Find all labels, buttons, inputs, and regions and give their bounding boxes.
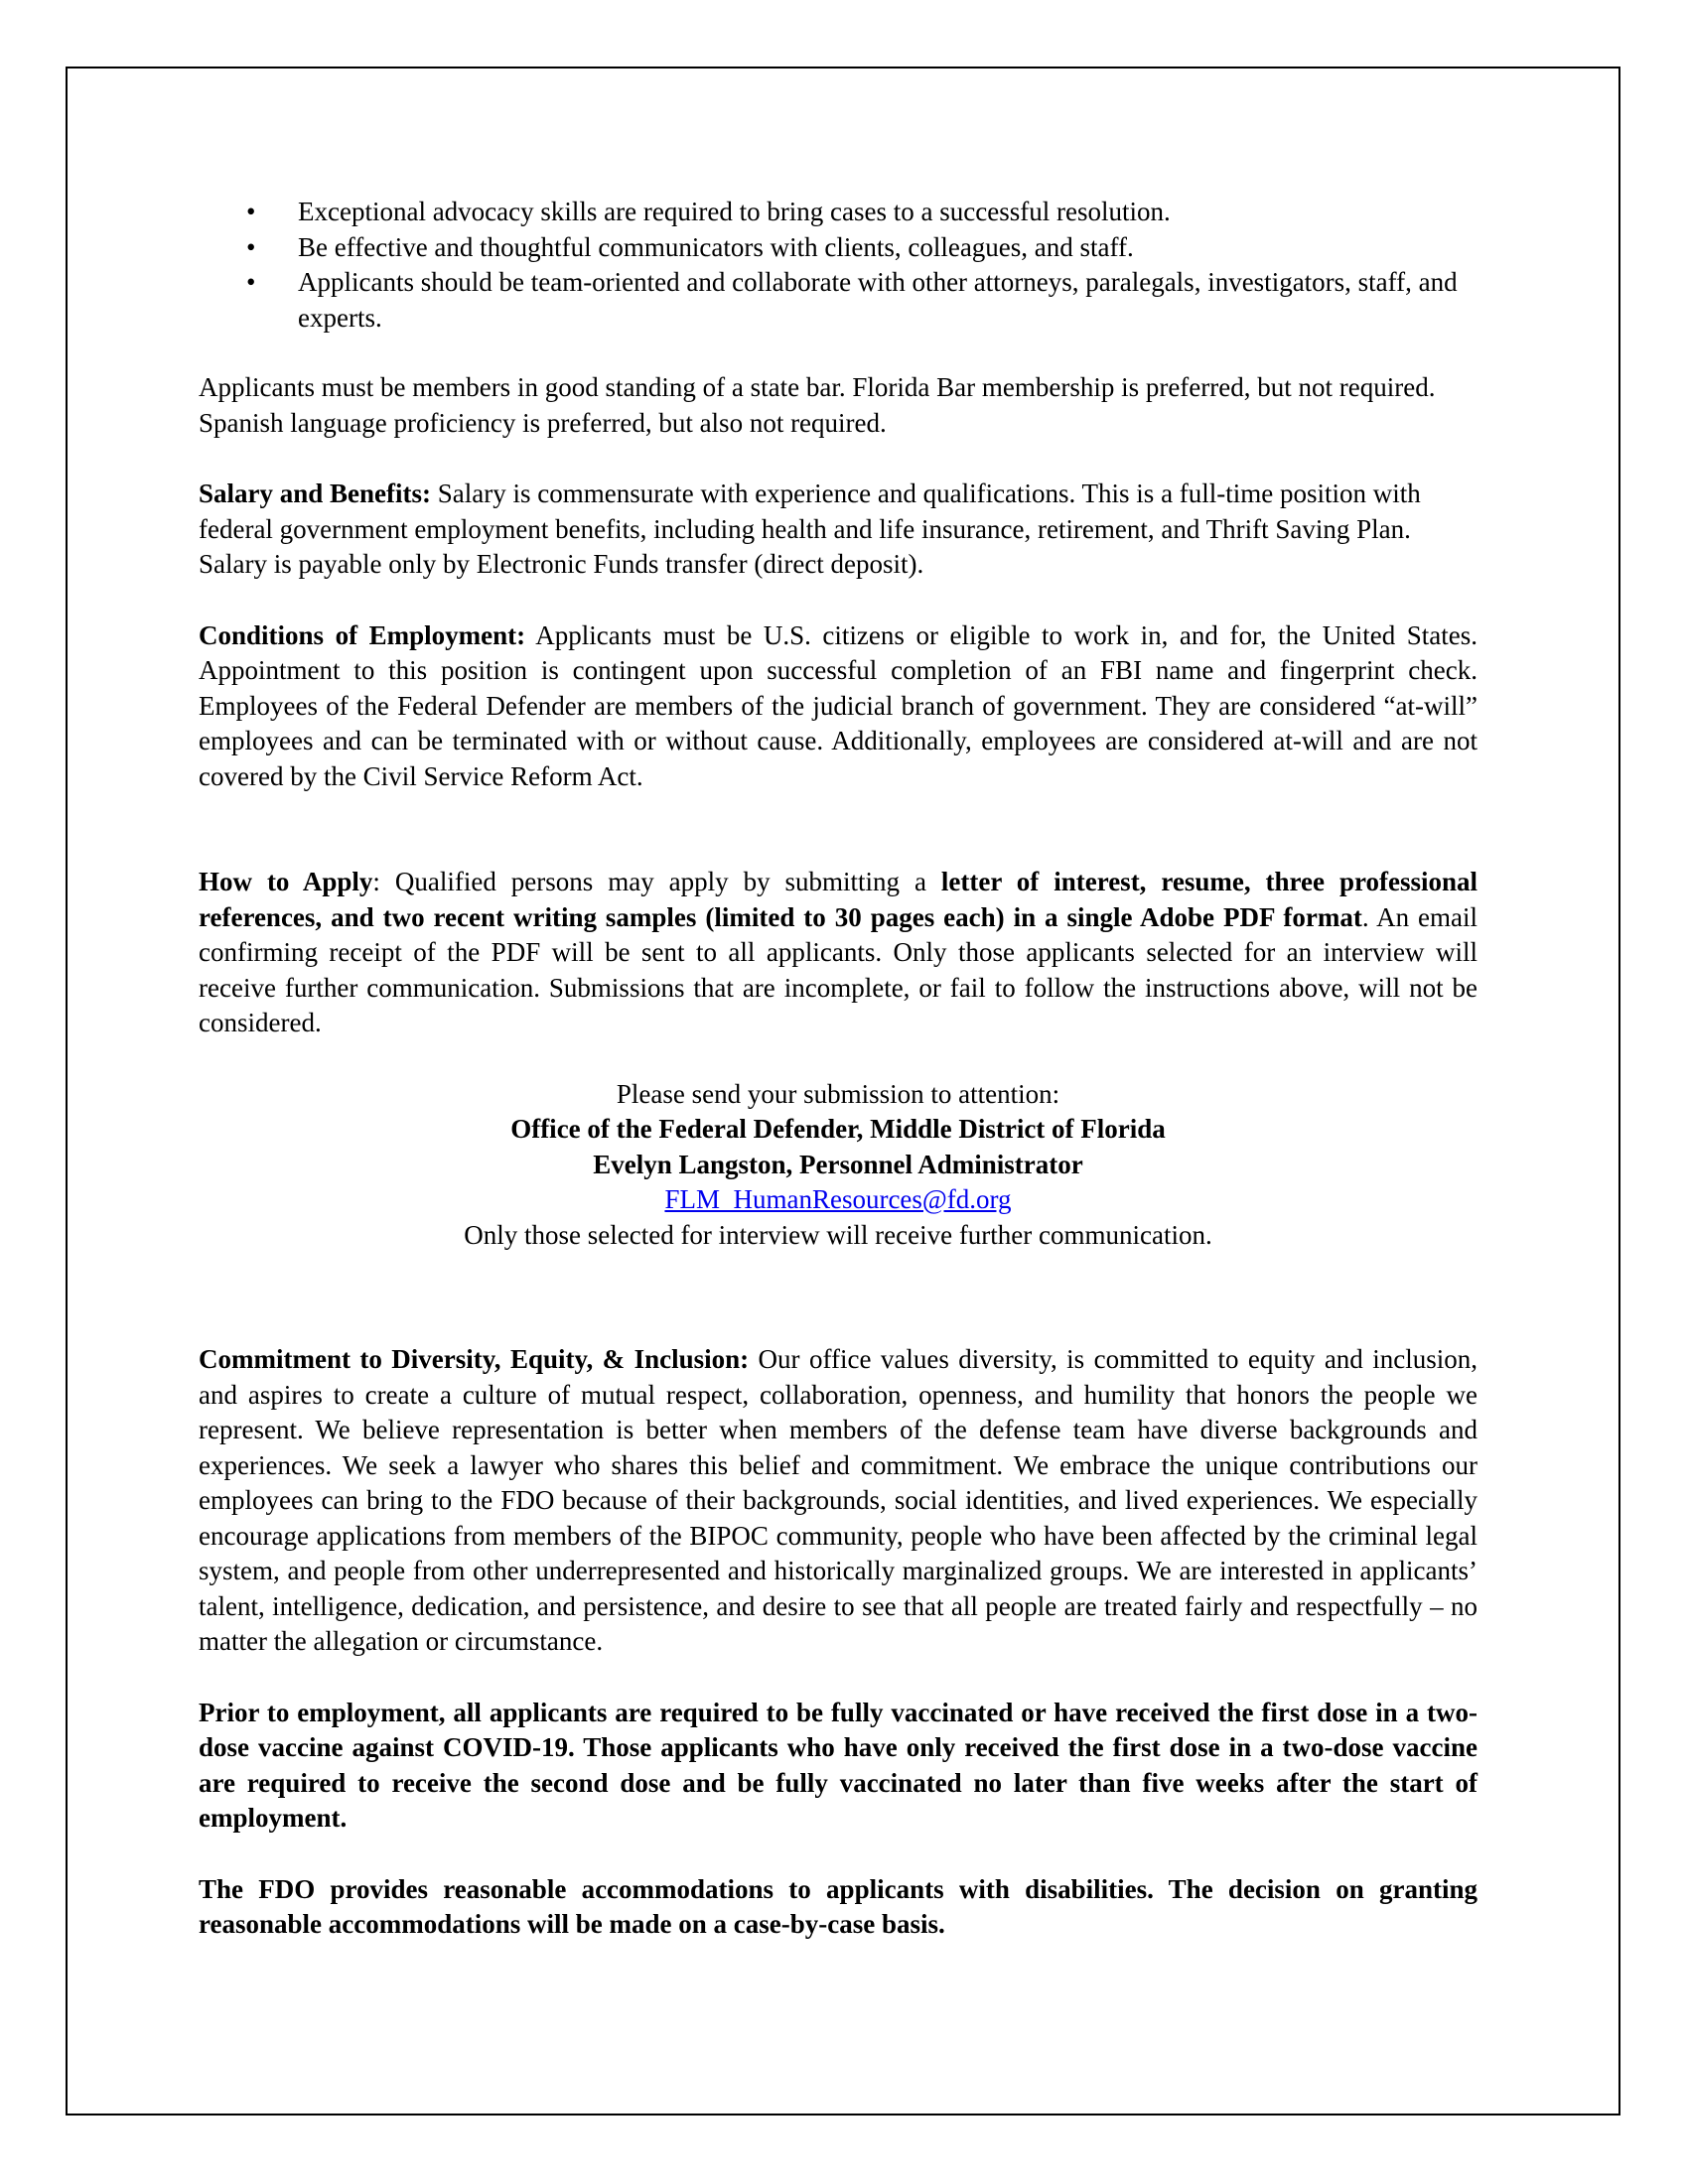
how-to-apply-colon: : [372, 867, 395, 896]
list-item [199, 265, 1477, 336]
bullet-dot-icon: • [246, 267, 256, 297]
accommodations-paragraph: The FDO provides reasonable accommodations to applicants with disabilities. The decision on granting reasonable accommodations will be made on a case-by-case basis. [199, 1873, 1477, 1939]
how-to-apply-heading: How to Apply [199, 867, 373, 896]
how-to-apply-text-2: . An email confirming receipt of the PDF will be sent to all applicants. Only those applicants selected for an interview will receive further communication. Submissions that are incomplete, or fail to follow the instructions above, will not be considered. [199, 901, 1477, 1037]
bullet-text: Exceptional advocacy skills are required to bring cases to a successful resolution. [298, 197, 1171, 226]
bar-requirements-paragraph: Applicants must be members in good standing of a state bar. Florida Bar membership is preferred, but not required. Spanish language proficiency is preferred, but also not required. [199, 372, 1436, 438]
contact-intro: Please send your submission to attention: [616, 1078, 1060, 1109]
list-item [199, 230, 1477, 266]
salary-paragraph [199, 477, 1477, 583]
bullet-dot-icon: • [246, 197, 256, 226]
list-item [199, 195, 1477, 230]
diversity-paragraph [199, 1342, 1477, 1660]
salary-text: Salary is commensurate with experience and qualifications. This is a full-time position with federal government employment benefits, including health and life insurance, retirement, and Thrift Saving Plan. Salary is payable only by Electronic Funds transfer (direct deposit). [199, 478, 1421, 579]
contact-office: Office of the Federal Defender, Middle District of Florida [510, 1114, 1166, 1144]
how-to-apply-paragraph [199, 865, 1477, 1041]
conditions-heading: Conditions of Employment: [199, 619, 526, 650]
vaccination-paragraph: Prior to employment, all applicants are required to be fully vaccinated or have received the first dose in a two-dose vaccine against COVID-19. Those applicants who have only received the first dose in a two-dose vaccine are required to receive the second dose and be fully vaccinated no later than five weeks after the start of employment. [199, 1697, 1477, 1833]
salary-heading: Salary and Benefits: [199, 478, 432, 508]
conditions-paragraph [199, 618, 1477, 795]
diversity-text: Our office values diversity, is committed to equity and inclusion, and aspires to create a culture of mutual respect, collaboration, openness, and humility that honors the people we represent. We believe representation is better when members of the defense team have diverse backgrounds and experiences. We seek a lawyer who shares this belief and commitment. We embrace the unique contributions our employees can bring to the FDO because of their backgrounds, social identities, and lived experiences. We especially encourage applications from members of the BIPOC community, people who have been affected by the criminal legal system, and people from other underrepresented and historically marginalized groups. We are interested in applicants’ talent, intelligence, dedication, and persistence, and desire to see that all people are treated fairly and respectfully – no matter the allegation or circumstance. [199, 1344, 1477, 1656]
contact-email-link[interactable]: FLM_HumanResources@fd.org [664, 1184, 1012, 1214]
how-to-apply-text-1: Qualified persons may apply by submitting a [394, 867, 941, 896]
conditions-text: Applicants must be U.S. citizens or eligible to work in, and for, the United States. Appointment to this position is contingent upon successful completion of an FBI name and fingerprint check. Employees of the Federal Defender are members of the judicial branch of government. They are considered “at-will” employees and can be terminated with or without cause. Additionally, employees are considered at-will and are not covered by the Civil Service Reform Act. [199, 619, 1478, 791]
diversity-heading: Commitment to Diversity, Equity, & Inclusion: [199, 1344, 750, 1374]
contact-block [199, 1077, 1477, 1254]
bullet-text: Be effective and thoughtful communicators with clients, colleagues, and staff. [298, 231, 1134, 262]
bullet-dot-icon: • [246, 231, 256, 262]
document-body [199, 195, 1477, 1943]
contact-person: Evelyn Langston, Personnel Administrator [593, 1149, 1083, 1179]
how-to-apply-materials: letter of interest, resume, three professional references, and two recent writing samples (limited to 30 pages each) in a single Adobe PDF format [199, 867, 1477, 932]
bullet-text: Applicants should be team-oriented and collaborate with other attorneys, paralegals, investigators, staff, and experts. [298, 267, 1458, 333]
requirements-list [199, 195, 1477, 336]
contact-note: Only those selected for interview will receive further communication. [464, 1219, 1212, 1250]
